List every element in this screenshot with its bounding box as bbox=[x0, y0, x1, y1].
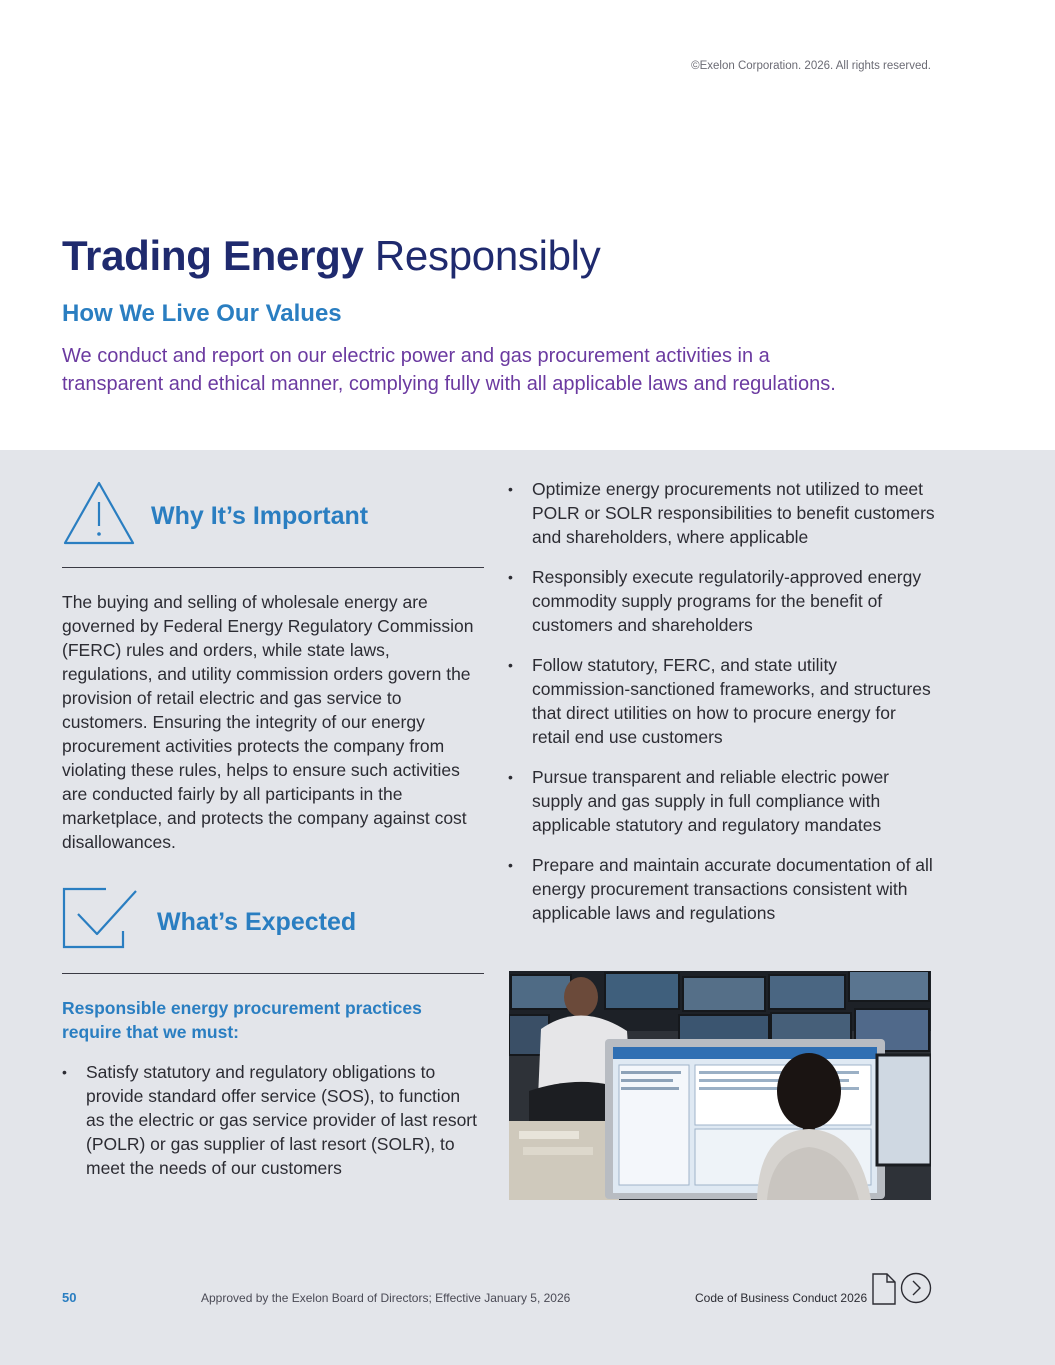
expected-bullet-list-left bbox=[62, 1060, 482, 1180]
page-title-bold: Trading Energy bbox=[62, 232, 364, 279]
list-item bbox=[508, 765, 938, 837]
why-important-header bbox=[62, 478, 484, 570]
list-item bbox=[62, 1060, 482, 1180]
list-item bbox=[508, 653, 938, 749]
bullet-dot: • bbox=[508, 569, 513, 585]
bullet-text: Follow statutory, FERC, and state utility commission-sanctioned frameworks, and structures that direct utilities on how to procure energy for retail end use customers bbox=[532, 655, 931, 747]
why-important-body: The buying and selling of wholesale energy are governed by Federal Energy Regulatory Commission (FERC) rules and orders, while state laws, regulations, and utility commission orders govern the provision of retail electric and gas service to customers. Ensuring the integrity of our energy procurement activities protects the company from violating these rules, helps to ensure such activities are conducted fairly by all participants in the marketplace, and protects the company against cost disallowances. bbox=[62, 592, 474, 852]
bullet-dot: • bbox=[508, 481, 513, 497]
whats-expected-header bbox=[62, 886, 484, 976]
whats-expected-divider bbox=[62, 973, 484, 974]
bullet-text: Prepare and maintain accurate documentation of all energy procurement transactions consistent with applicable laws and regulations bbox=[532, 855, 933, 923]
next-page-icon[interactable] bbox=[900, 1272, 932, 1304]
intro-statement: We conduct and report on our electric power and gas procurement activities in a transparent and ethical manner, complying fully with all applicable laws and regulations. bbox=[62, 345, 836, 395]
list-item bbox=[508, 477, 938, 549]
warning-triangle-icon bbox=[62, 480, 136, 546]
bullet-text: Satisfy statutory and regulatory obligations to provide standard offer service (SOS), to function as the electric or gas service provider of last resort (POLR) or gas supplier of last resort (SOLR), to meet the needs of our customers bbox=[86, 1062, 477, 1178]
bullet-text: Responsibly execute regulatorily-approved energy commodity supply programs for the benefit of customers and shareholders bbox=[532, 567, 922, 635]
why-important-divider bbox=[62, 567, 484, 568]
expected-bullet-list-right bbox=[508, 477, 938, 941]
list-item bbox=[508, 853, 938, 925]
bullet-text: Optimize energy procurements not utilized to meet POLR or SOLR responsibilities to benefit customers and shareholders, where applicable bbox=[532, 479, 935, 547]
whats-expected-lead: Responsible energy procurement practices require that we must: bbox=[62, 998, 422, 1042]
list-item bbox=[508, 565, 938, 637]
copyright-notice: ©Exelon Corporation. 2026. All rights reserved. bbox=[691, 60, 931, 72]
bullet-dot: • bbox=[508, 769, 513, 785]
page-subtitle: How We Live Our Values bbox=[62, 300, 342, 327]
document-icon[interactable] bbox=[872, 1273, 896, 1305]
page-number: 50 bbox=[62, 1290, 77, 1305]
bullet-dot: • bbox=[508, 857, 513, 873]
page-title bbox=[62, 232, 600, 280]
checkbox-icon bbox=[62, 886, 140, 952]
bullet-dot: • bbox=[508, 657, 513, 673]
whats-expected-heading: What’s Expected bbox=[157, 908, 357, 936]
page-title-regular: Responsibly bbox=[374, 232, 601, 279]
footer-nav bbox=[872, 1272, 932, 1306]
trading-floor-photo bbox=[509, 971, 931, 1200]
bullet-dot: • bbox=[62, 1064, 67, 1080]
document-title: Code of Business Conduct 2026 bbox=[695, 1291, 868, 1305]
bullet-text: Pursue transparent and reliable electric power supply and gas supply in full compliance with applicable statutory and regulatory mandates bbox=[532, 767, 889, 835]
why-important-heading: Why It’s Important bbox=[151, 502, 369, 530]
approval-note: Approved by the Exelon Board of Directors; Effective January 5, 2026 bbox=[201, 1291, 571, 1305]
trading-floor-illustration bbox=[509, 971, 931, 1200]
